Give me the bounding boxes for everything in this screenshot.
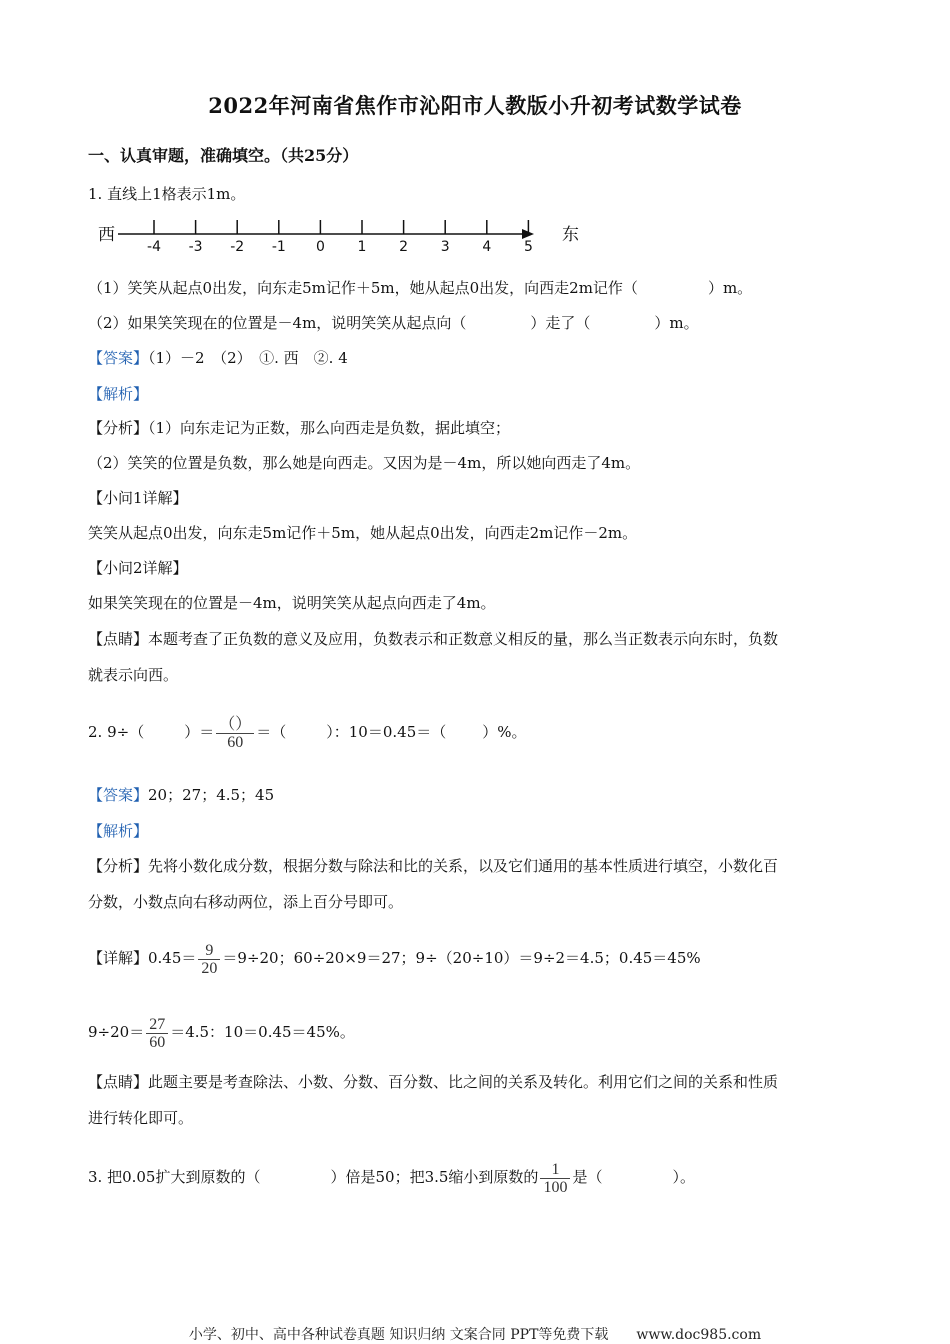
q2-jiexi-tag: 【解析】	[88, 822, 149, 840]
q2-fraction-denominator: 60	[227, 733, 244, 751]
answer-tag: 【答案】	[88, 349, 149, 367]
q1-sub2	[88, 313, 699, 333]
q2-text-e: ）%。	[482, 723, 527, 741]
section-heading: 一、认真审题，准确填空。（共25分）	[88, 146, 359, 165]
q2-detail	[88, 938, 701, 978]
tick-label: 0	[315, 239, 325, 252]
q1-analysis: 【分析】（1）向东走记为正数，那么向西走是负数，据此填空；	[88, 419, 511, 437]
q2-text-a: 2. 9÷（	[88, 723, 145, 741]
q1-sub2-text-b: ）走了（	[530, 314, 591, 332]
page-footer: 小学、初中、高中各种试卷真题 知识归纳 文案合同 PPT等免费下载 www.doc985.com	[188, 1327, 762, 1343]
q2-text-c: ＝（	[256, 723, 287, 741]
q2-detail-numerator: 9	[198, 942, 220, 960]
tick-label: 4	[482, 239, 492, 252]
q1-subq1-text: 笑笑从起点0出发，向东走5m记作＋5m，她从起点0出发，向西走2m记作－2m。	[88, 524, 638, 542]
tick-label: 1	[357, 239, 367, 252]
q1-jiexi-tag: 【解析】	[88, 385, 149, 403]
q2-dianjing: 【点睛】此题主要是考查除法、小数、分数、百分数、比之间的关系及转化。利用它们之间的关系和性质	[88, 1073, 779, 1091]
q2-detail-text-b: ＝9÷20；60÷20×9＝27；9÷（20÷10）＝9÷2＝4.5；0.45＝45%	[222, 949, 701, 967]
q2-line2-fraction	[146, 1016, 168, 1051]
q2-line2-text-b: ＝4.5：10＝0.45＝45%。	[170, 1023, 355, 1041]
q2-detail-denominator: 20	[201, 959, 218, 977]
west-label: 西	[98, 225, 115, 245]
q2-line2-denominator: 60	[149, 1033, 166, 1051]
tick-label: 5	[523, 239, 533, 252]
q3-text-c: 是（	[572, 1168, 603, 1186]
q1-subq2-heading: 【小问2详解】	[88, 559, 188, 577]
q1-sub1	[88, 278, 752, 298]
tick-label: 3	[440, 239, 450, 252]
q2-text-d: ）：10＝0.45＝（	[326, 723, 447, 741]
q1-sub2-text-c: ）m。	[654, 314, 699, 332]
answer-tag: 【答案】	[88, 786, 149, 804]
q1-sub1-text-b: ）m。	[707, 279, 753, 297]
q2-fraction	[216, 716, 254, 751]
q1-answer-text: （1）－2 （2） ①. 西 ②. 4	[148, 349, 348, 367]
q1-analysis-2: （2）笑笑的位置是负数，那么她是向西走。又因为是－4m，所以她向西走了4m。	[88, 454, 641, 472]
q1-dianjing-2: 就表示向西。	[88, 666, 179, 684]
q2-line2-numerator: 27	[146, 1016, 168, 1034]
number-line	[88, 212, 588, 252]
q1-subq2-text: 如果笑笑现在的位置是－4m，说明笑笑从起点向西走了4m。	[88, 594, 496, 612]
q2-answer-text: 20；27；4.5；45	[148, 786, 275, 804]
east-label: 东	[562, 225, 579, 245]
q1-subq1-heading: 【小问1详解】	[88, 489, 188, 507]
q2-fraction-numerator[interactable]: （）	[216, 716, 254, 734]
tick-label: -4	[147, 239, 161, 252]
q3-fraction	[540, 1161, 570, 1196]
q2-dianjing-2: 进行转化即可。	[88, 1109, 194, 1127]
q2-detail-line-2	[88, 1012, 355, 1052]
tick-label: -3	[188, 239, 203, 252]
q1-sub2-text-a: （2）如果笑笑现在的位置是－4m，说明笑笑从起点向（	[88, 314, 467, 332]
tick-label: -2	[230, 239, 245, 252]
q3-text-a: 3. 把0.05扩大到原数的（	[88, 1168, 261, 1186]
q3-fraction-denominator: 100	[543, 1178, 568, 1196]
q1-stem: 1. 直线上1格表示1m。	[88, 185, 246, 203]
q1-dianjing: 【点睛】本题考查了正负数的意义及应用，负数表示和正数意义相反的量，那么当正数表示向东时，负数	[88, 630, 779, 648]
q2-line2-text-a: 9÷20＝	[88, 1023, 145, 1041]
number-line-ticks	[147, 220, 533, 252]
q3-stem	[88, 1157, 695, 1197]
q3-text-b: ）倍是50；把3.5缩小到原数的	[330, 1168, 539, 1186]
q2-text-b: ）＝	[184, 723, 215, 741]
tick-label: -1	[271, 239, 286, 252]
q2-analysis-2: 分数，小数点向右移动两位，添上百分号即可。	[88, 893, 404, 911]
q3-text-d: ）。	[672, 1168, 695, 1186]
page-title: 2022年河南省焦作市沁阳市人教版小升初考试数学试卷	[208, 93, 742, 118]
q3-fraction-numerator: 1	[540, 1161, 570, 1179]
tick-label: 2	[399, 239, 409, 252]
q2-analysis: 【分析】先将小数化成分数，根据分数与除法和比的关系，以及它们通用的基本性质进行填空，小数化百	[88, 857, 779, 875]
q1-answer	[88, 348, 348, 368]
q1-sub1-text-a: （1）笑笑从起点0出发，向东走5m记作＋5m，她从起点0出发，向西走2m记作（	[88, 279, 638, 297]
q2-detail-text-a: 【详解】0.45＝	[88, 949, 197, 967]
q2-detail-fraction	[198, 942, 220, 977]
q2-answer	[88, 785, 274, 805]
q2-stem	[88, 712, 527, 752]
